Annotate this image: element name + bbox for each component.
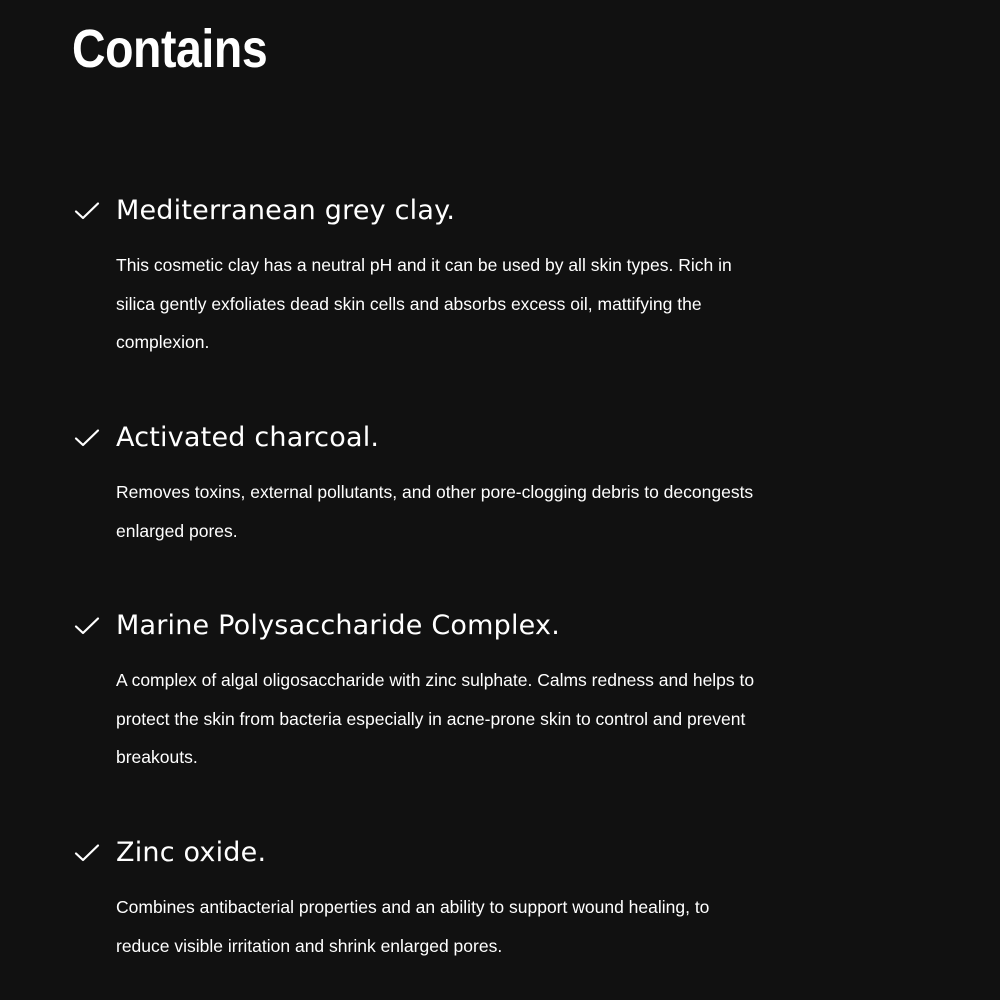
ingredient-heading [74, 421, 934, 455]
ingredient-name: Marine Polysaccharide Complex. [116, 610, 560, 641]
check-icon [74, 616, 100, 636]
ingredient-description [116, 888, 876, 965]
description-line: protect the skin from bacteria especially in acne-prone skin to control and prevent [116, 708, 746, 729]
ingredient-description [116, 473, 876, 550]
check-icon [74, 428, 100, 448]
page-title: Contains [72, 19, 268, 79]
ingredient-description [116, 246, 876, 362]
ingredient-name: Mediterranean grey clay. [116, 195, 456, 226]
ingredient-name: Activated charcoal. [116, 422, 380, 453]
ingredient-description [116, 661, 876, 777]
description-line: Combines antibacterial properties and an ability to support wound healing, to [116, 897, 710, 917]
description-line: This cosmetic clay has a neutral pH and it can be used by all skin types. Rich in [116, 255, 732, 275]
ingredient-item [74, 609, 934, 777]
description-line: breakouts. [116, 747, 198, 767]
description-line: complexion. [116, 332, 210, 352]
description-line: silica gently exfoliates dead skin cells and absorbs excess oil, mattifying the [116, 293, 702, 314]
ingredient-heading [74, 836, 934, 870]
description-line: enlarged pores. [116, 520, 238, 541]
description-line: reduce visible irritation and shrink enlarged pores. [116, 935, 503, 956]
description-line: Removes toxins, external pollutants, and other pore-clogging debris to decongests [116, 482, 754, 502]
ingredient-name: Zinc oxide. [116, 837, 267, 868]
description-line: A complex of algal oligosaccharide with zinc sulphate. Calms redness and helps to [116, 670, 755, 690]
ingredient-heading [74, 609, 934, 643]
ingredient-item [74, 421, 934, 550]
check-icon [74, 843, 100, 863]
ingredient-item [74, 836, 934, 965]
ingredient-item [74, 194, 934, 362]
check-icon [74, 201, 100, 221]
ingredient-heading [74, 194, 934, 228]
